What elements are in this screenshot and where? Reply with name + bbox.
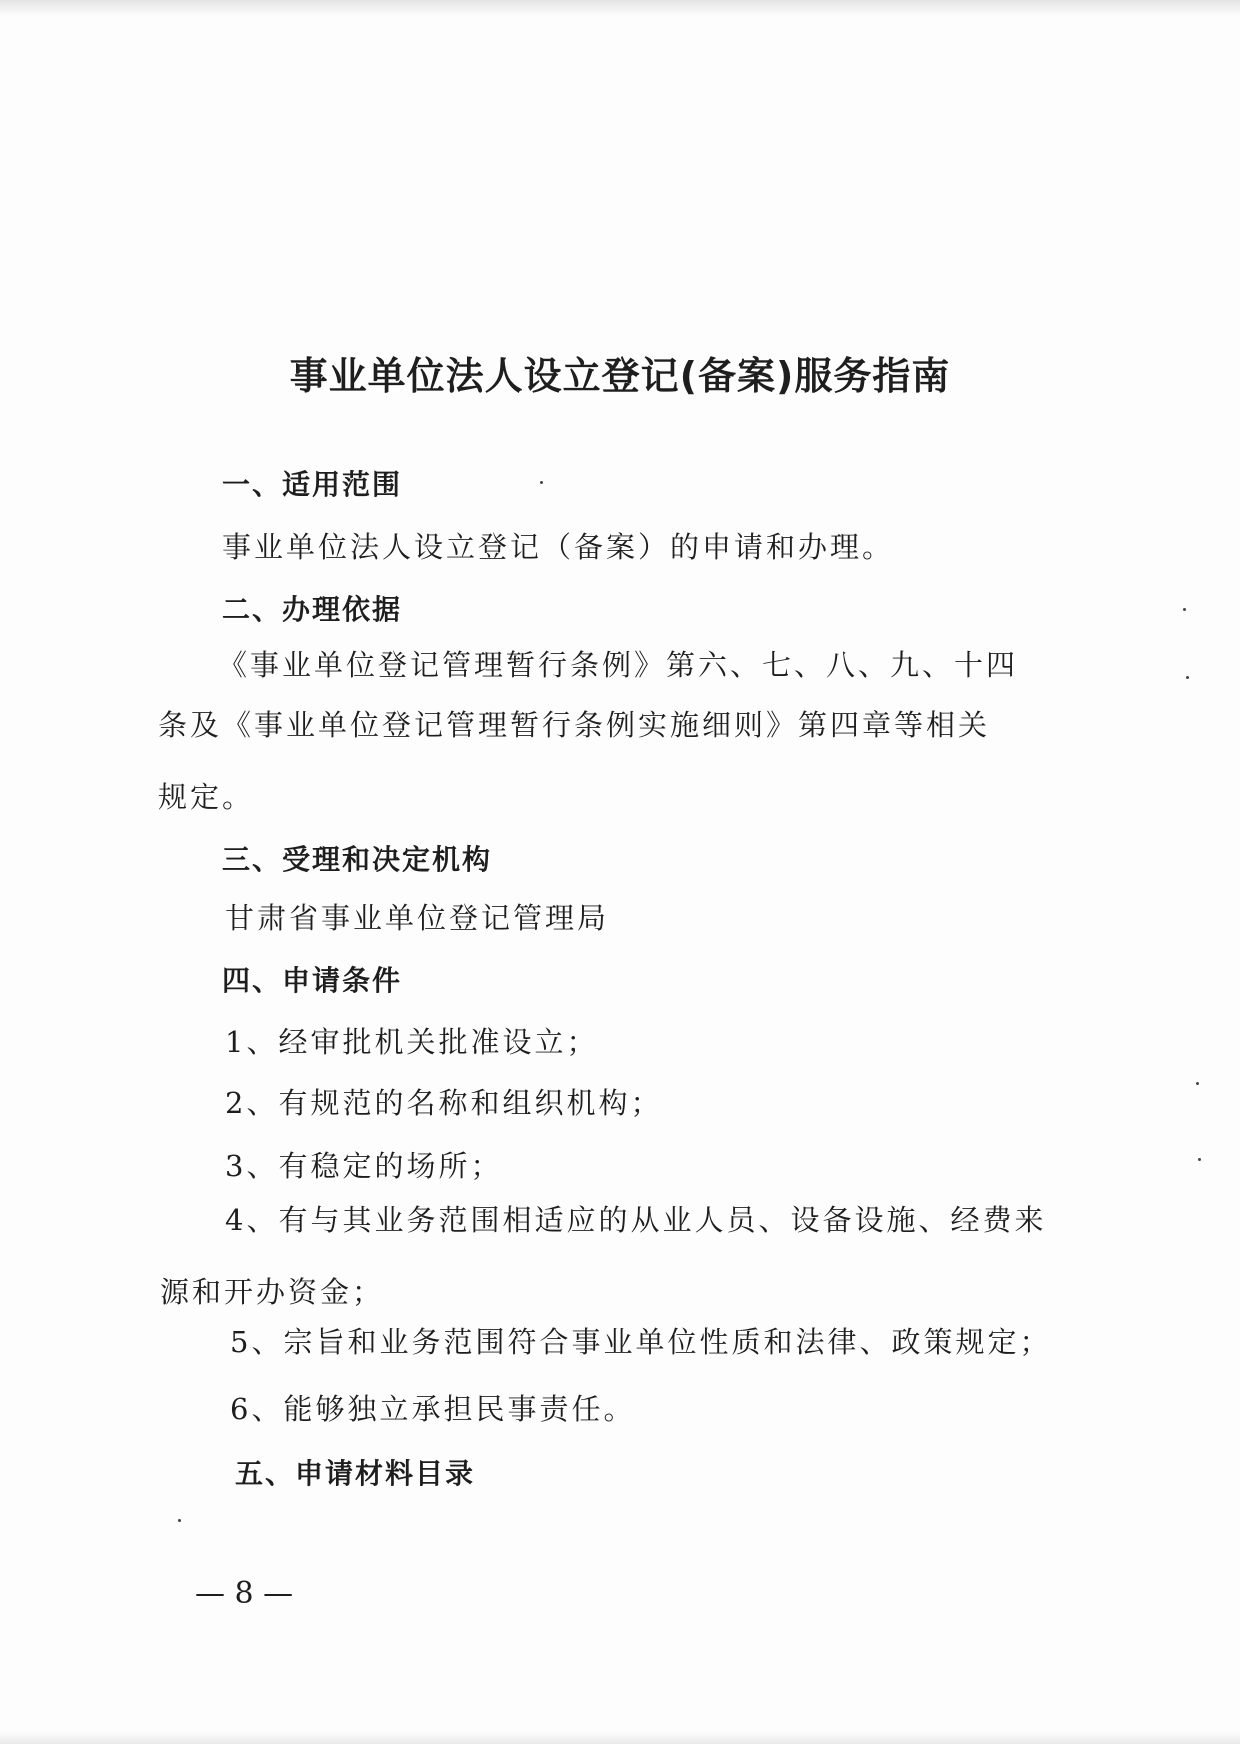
section-body-basis-line3: 规定。	[158, 780, 255, 814]
scan-speck	[1196, 1082, 1199, 1085]
section-body-basis-line2: 条及《事业单位登记管理暂行条例实施细则》第四章等相关	[158, 708, 991, 742]
scan-speck	[1186, 676, 1189, 679]
scan-speck	[540, 481, 543, 484]
page-title: 事业单位法人设立登记(备案)服务指南	[289, 354, 951, 398]
scan-speck	[178, 1519, 181, 1522]
condition-item-1: 1、经审批机关批准设立；	[225, 1025, 599, 1059]
scan-speck	[1198, 1158, 1201, 1161]
section-heading-authority: 三、受理和决定机构	[222, 843, 493, 876]
condition-item-3: 3、有稳定的场所；	[225, 1149, 503, 1183]
condition-item-5: 5、宗旨和业务范围符合事业单位性质和法律、政策规定；	[230, 1325, 1052, 1359]
section-heading-conditions: 四、申请条件	[222, 964, 403, 997]
condition-item-2: 2、有规范的名称和组织机构；	[225, 1086, 663, 1120]
scan-top-edge	[0, 0, 1240, 16]
section-heading-materials: 五、申请材料目录	[235, 1457, 476, 1490]
section-body-authority: 甘肃省事业单位登记管理局	[225, 901, 610, 935]
condition-item-4-line1: 4、有与其业务范围相适应的从业人员、设备设施、经费来	[225, 1203, 1047, 1237]
section-heading-basis: 二、办理依据	[222, 593, 403, 626]
condition-item-4-line2: 源和开办资金；	[160, 1275, 385, 1309]
scan-speck	[1183, 608, 1186, 611]
section-heading-scope: 一、适用范围	[222, 468, 403, 501]
section-body-scope: 事业单位法人设立登记（备案）的申请和办理。	[222, 530, 895, 564]
page-number: — 8 —	[195, 1576, 294, 1611]
condition-item-6: 6、能够独立承担民事责任。	[230, 1392, 636, 1426]
scan-bottom-edge	[0, 1732, 1240, 1744]
section-body-basis-line1: 《事业单位登记管理暂行条例》第六、七、八、九、十四	[218, 648, 1019, 682]
